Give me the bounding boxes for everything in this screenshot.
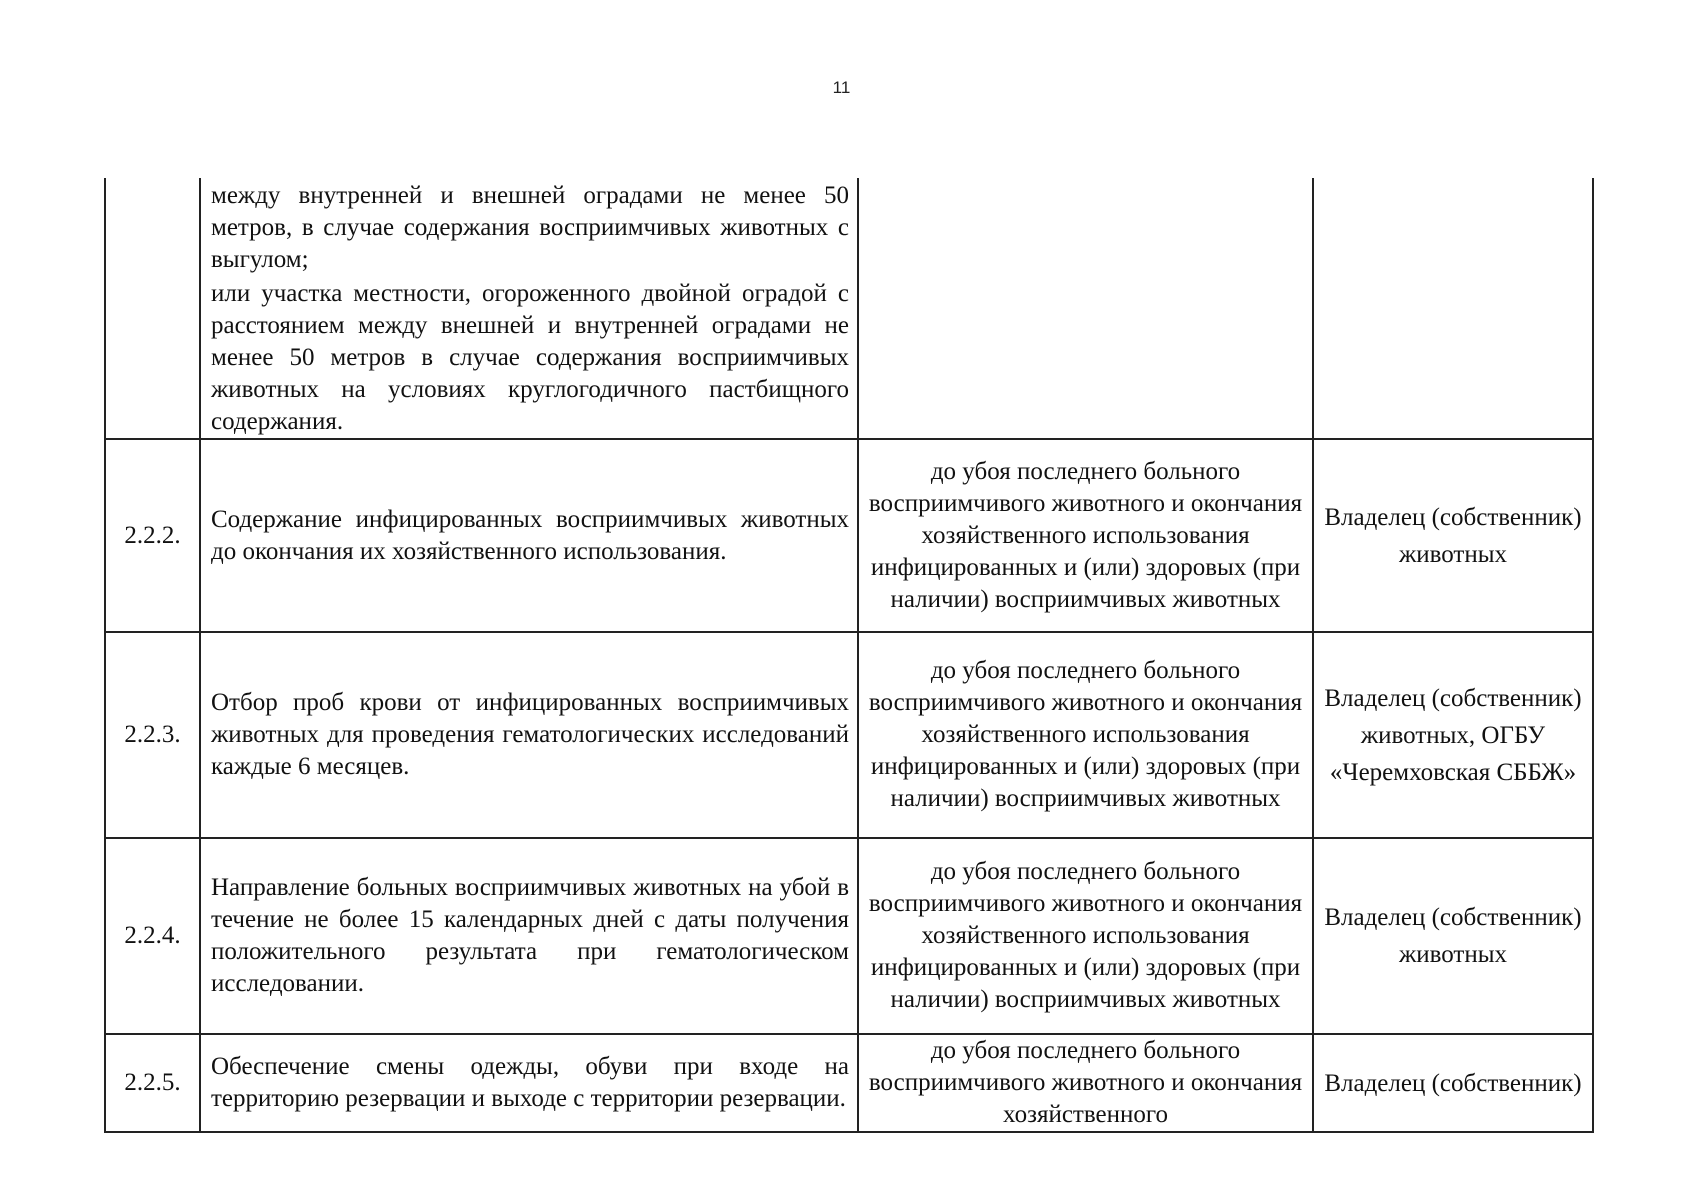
deadline-cell (858, 178, 1313, 439)
table-row (105, 632, 1593, 838)
deadline-cell: до убоя последнего больного восприимчивого животного и окончания хозяйственного использования инфицированных и (или) здоровых (при наличии) восприимчивых животных (858, 632, 1313, 838)
table-row (105, 838, 1593, 1034)
measure-description-cell (200, 1034, 858, 1132)
responsible-cell: Владелец (собственник) животных, ОГБУ «Черемховская СББЖ» (1313, 632, 1593, 838)
row-number-cell: 2.2.2. (105, 439, 200, 632)
responsible-cell: Владелец (собственник) животных (1313, 439, 1593, 632)
description-text: Содержание инфицированных восприимчивых животных до окончания их хозяйственного использования. (211, 505, 849, 565)
measures-table (104, 178, 1594, 1133)
deadline-cell: до убоя последнего больного восприимчивого животного и окончания хозяйственного использования инфицированных и (или) здоровых (при наличии) восприимчивых животных (858, 838, 1313, 1034)
description-text: Обеспечение смены одежды, обуви при входе на территорию резервации и выходе с территории резервации. (211, 1053, 849, 1112)
deadline-cell: до убоя последнего больного восприимчивого животного и окончания хозяйственного (858, 1034, 1313, 1132)
description-text: Отбор проб крови от инфицированных восприимчивых животных для проведения гематологических исследований каждые 6 месяцев. (211, 689, 849, 780)
table-row (105, 439, 1593, 632)
table-row-continuation (105, 178, 1593, 439)
responsible-cell: Владелец (собственник) животных (1313, 838, 1593, 1034)
row-number-cell (105, 178, 200, 439)
measure-description-cell (200, 439, 858, 632)
deadline-cell: до убоя последнего больного восприимчивого животного и окончания хозяйственного использования инфицированных и (или) здоровых (при наличии) восприимчивых животных (858, 439, 1313, 632)
description-paragraph: или участка местности, огороженного двойной оградой с расстоянием между внешней и внутренней оградами не менее 50 метров в случае содержания восприимчивых животных на условиях круглогодичного пастбищного содержания. (211, 280, 849, 435)
responsible-cell: Владелец (собственник) (1313, 1034, 1593, 1132)
row-number-cell: 2.2.3. (105, 632, 200, 838)
page-number: 11 (832, 78, 851, 97)
measure-description-cell (200, 838, 858, 1034)
row-number-cell: 2.2.5. (105, 1034, 200, 1132)
table-row (105, 1034, 1593, 1132)
row-number-cell: 2.2.4. (105, 838, 200, 1034)
responsible-cell (1313, 178, 1593, 439)
measure-description-cell (200, 632, 858, 838)
description-text: Направление больных восприимчивых животных на убой в течение не более 15 календарных дней с даты получения положительного результата при гематологическом исследовании. (211, 874, 849, 997)
description-paragraph: между внутренней и внешней оградами не менее 50 метров, в случае содержания восприимчивых животных с выгулом; (211, 182, 849, 273)
measure-description-cell (200, 178, 858, 439)
